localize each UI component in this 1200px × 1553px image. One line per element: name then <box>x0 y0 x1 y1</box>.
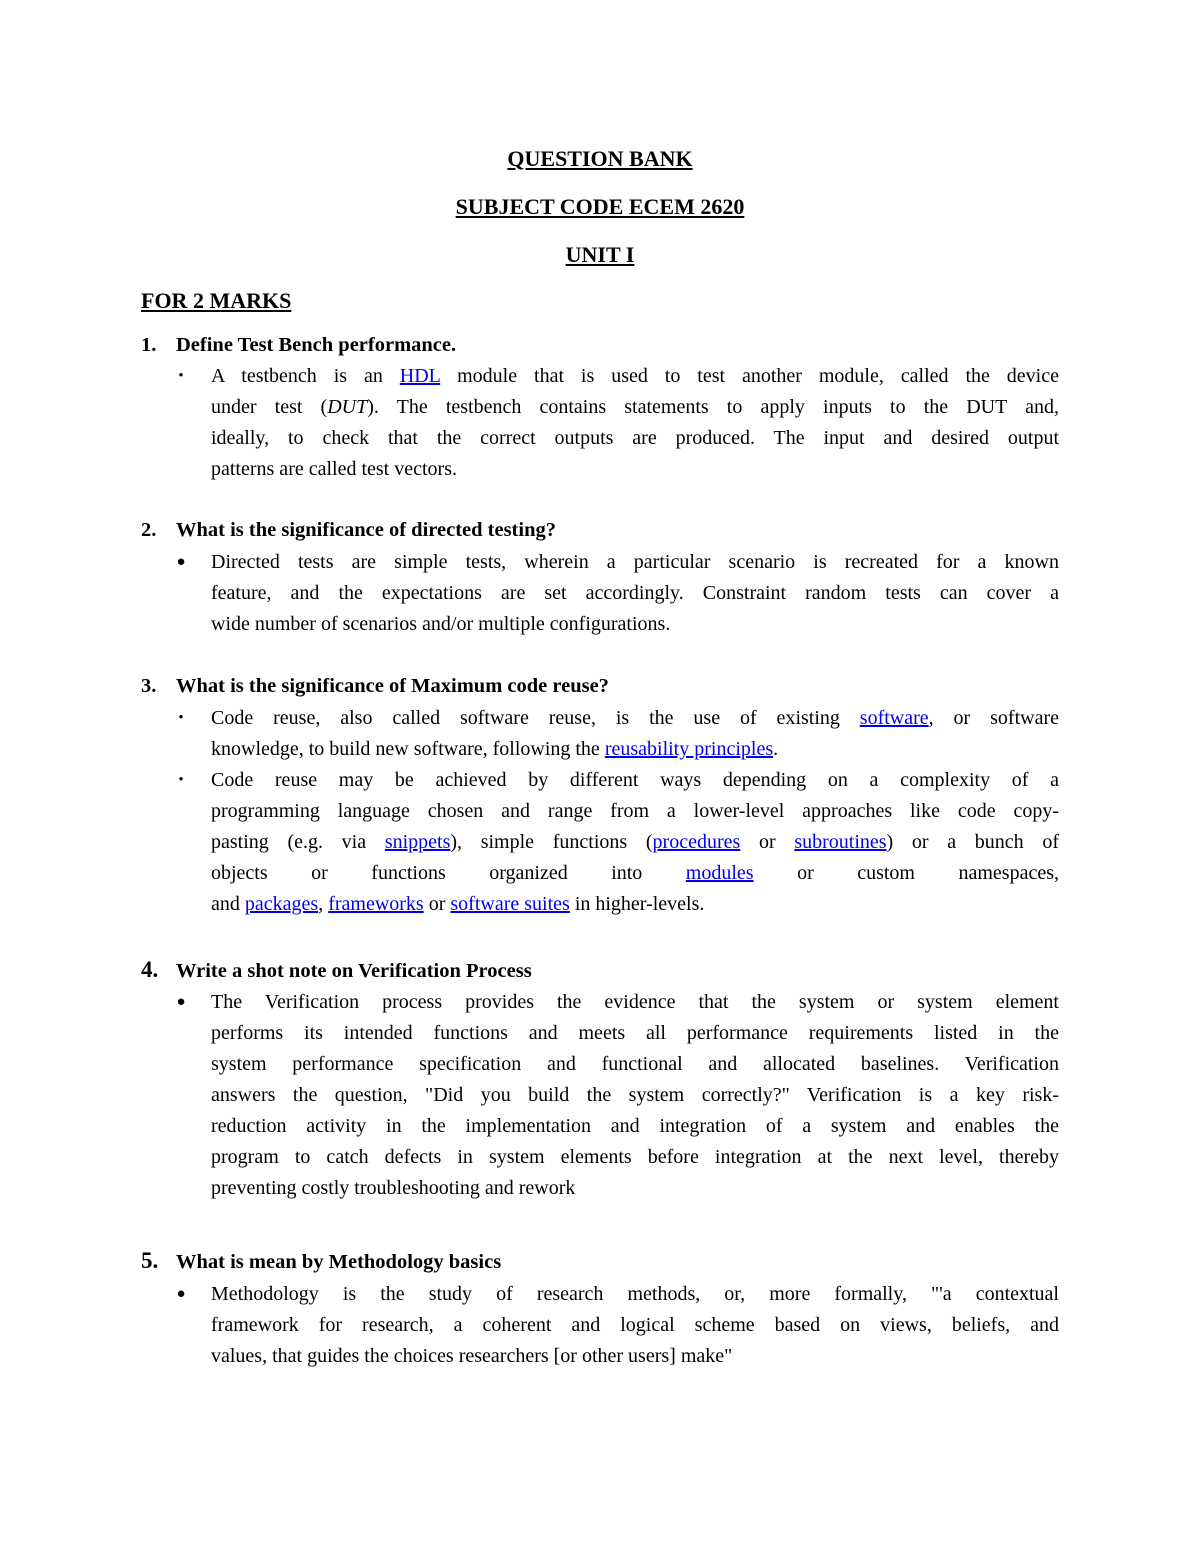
link-software[interactable]: software <box>859 707 929 729</box>
question-number: 2. <box>141 519 157 541</box>
subject-code: SUBJECT CODE ECEM 2620 <box>455 194 745 219</box>
answer-line: Code reuse, also called software reuse, is the use of existing software, or software <box>211 707 1059 729</box>
question-text: Write a shot note on Verification Process <box>176 960 532 982</box>
unit-heading: UNIT I <box>565 242 635 267</box>
link-snippets[interactable]: snippets <box>384 831 451 853</box>
question-number: 5. <box>141 1248 159 1273</box>
answer-line: values, that guides the choices researchers [or other users] make" <box>211 1345 733 1367</box>
link-procedures[interactable]: procedures <box>652 831 741 853</box>
answer-line: program to catch defects in system elements before integration at the next level, thereby <box>211 1146 1059 1168</box>
question-number: 1. <box>141 334 157 356</box>
bullet-icon: • <box>178 710 184 726</box>
answer-line: performs its intended functions and meets all performance requirements listed in the <box>211 1022 1059 1044</box>
bullet-icon: ● <box>176 1286 186 1302</box>
answer-line: and packages, frameworks or software suites in higher-levels. <box>211 893 705 915</box>
answer-line: under test (DUT). The testbench contains statements to apply inputs to the DUT and, <box>211 396 1059 418</box>
answer-line: A testbench is an HDL module that is used to test another module, called the device <box>211 365 1059 387</box>
answer-line: Methodology is the study of research methods, or, more formally, "'a contextual <box>211 1283 1059 1305</box>
question-text: Define Test Bench performance. <box>176 334 457 356</box>
question-text: What is mean by Methodology basics <box>176 1251 502 1273</box>
link-software-suites[interactable]: software suites <box>450 893 570 915</box>
answer-line: patterns are called test vectors. <box>211 458 457 480</box>
question-2 <box>141 519 556 542</box>
answer-line: framework for research, a coherent and logical scheme based on views, beliefs, and <box>211 1314 1059 1336</box>
link-reusability-principles[interactable]: reusability principles <box>604 738 774 760</box>
answer-line: Directed tests are simple tests, wherein a particular scenario is recreated for a known <box>211 551 1059 573</box>
question-1 <box>141 334 456 357</box>
bullet-icon: ● <box>176 554 186 570</box>
question-number: 4. <box>141 957 159 982</box>
question-3 <box>141 675 609 698</box>
answer-line: system performance specification and functional and allocated baselines. Verification <box>211 1053 1059 1075</box>
answer-line: objects or functions organized into modules or custom namespaces, <box>211 862 1059 884</box>
link-modules[interactable]: modules <box>685 862 754 884</box>
answer-line: wide number of scenarios and/or multiple configurations. <box>211 613 671 635</box>
bullet-icon: ● <box>176 994 186 1010</box>
answer-line: Code reuse may be achieved by different ways depending on a complexity of a <box>211 769 1059 791</box>
answer-line: The Verification process provides the evidence that the system or system element <box>211 991 1059 1013</box>
question-text: What is the significance of directed testing? <box>176 519 556 541</box>
bullet-icon: • <box>178 772 184 788</box>
link-frameworks[interactable]: frameworks <box>328 893 424 915</box>
link-subroutines[interactable]: subroutines <box>794 831 887 853</box>
answer-line: knowledge, to build new software, following the reusability principles. <box>211 738 779 760</box>
section-heading: FOR 2 MARKS <box>141 288 292 313</box>
bullet-icon: • <box>178 368 184 384</box>
answer-line: reduction activity in the implementation and integration of a system and enables the <box>211 1115 1059 1137</box>
answer-line: ideally, to check that the correct outputs are produced. The input and desired output <box>211 427 1059 449</box>
question-number: 3. <box>141 675 157 697</box>
answer-line: answers the question, "Did you build the system correctly?" Verification is a key risk- <box>211 1084 1059 1106</box>
link-packages[interactable]: packages <box>244 893 319 915</box>
answer-line: programming language chosen and range from a lower-level approaches like code copy- <box>211 800 1059 822</box>
question-4 <box>141 957 532 983</box>
question-text: What is the significance of Maximum code reuse? <box>176 675 609 697</box>
answer-line: preventing costly troubleshooting and rework <box>211 1177 576 1199</box>
answer-line: feature, and the expectations are set accordingly. Constraint random tests can cover a <box>211 582 1059 604</box>
doc-title: QUESTION BANK <box>507 146 693 171</box>
question-5 <box>141 1248 501 1274</box>
link-hdl[interactable]: HDL <box>399 365 441 387</box>
answer-line: pasting (e.g. via snippets), simple functions (procedures or subroutines) or a bunch of <box>211 831 1059 853</box>
